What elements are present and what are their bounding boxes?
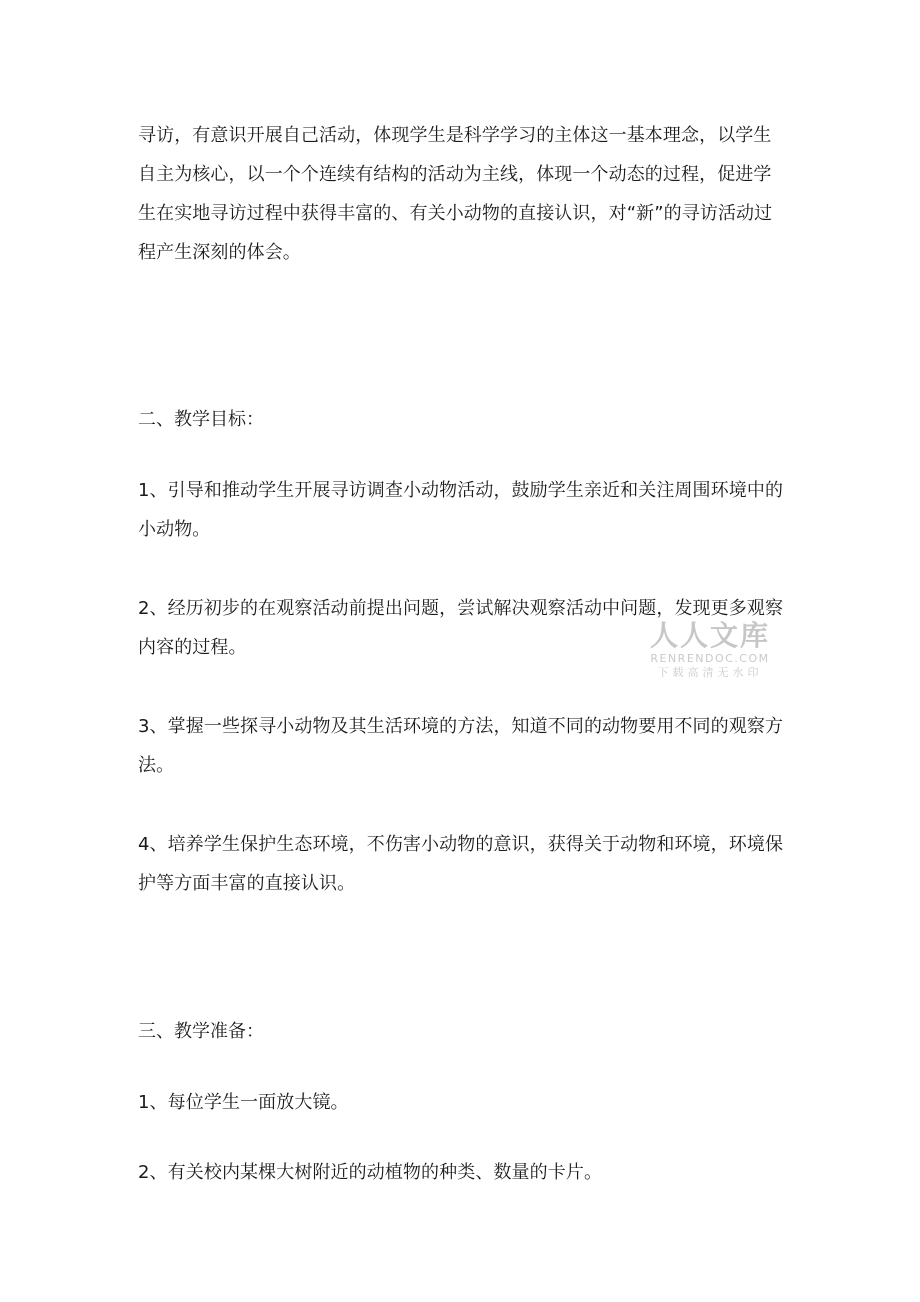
watermark-url: RENRENDOC.COM bbox=[650, 652, 770, 665]
section-heading-teaching-goals: 二、教学目标： bbox=[138, 409, 264, 430]
goal-item-1: 1、引导和推动学生开展寻访调查小动物活动，鼓励学生亲近和关注周围环境中的小动物。 bbox=[138, 480, 784, 540]
prep-item-2: 2、有关校内某棵大树附近的动植物的种类、数量的卡片。 bbox=[138, 1162, 603, 1183]
goal-item-3: 3、掌握一些探寻小动物及其生活环境的方法，知道不同的动物要用不同的观察方法。 bbox=[138, 716, 784, 776]
goal-item-2: 2、经历初步的在观察活动前提出问题，尝试解决观察活动中问题，发现更多观察内容的过程。 bbox=[138, 598, 784, 658]
section-heading-teaching-prep: 三、教学准备： bbox=[138, 1021, 264, 1042]
intro-paragraph: 寻访，有意识开展自己活动，体现学生是科学学习的主体这一基本理念，以学生自主为核心，以一个个连续有结构的活动为主线，体现一个动态的过程，促进学生在实地寻访过程中获得丰富的、有关小动物的直接认识，对“新”的寻访活动过程产生深刻的体会。 bbox=[138, 125, 773, 263]
watermark-subtitle: 下载高清无水印 bbox=[657, 666, 763, 679]
watermark-logo bbox=[640, 620, 780, 688]
watermark-title: 人人文库 bbox=[649, 619, 770, 652]
goal-item-4: 4、培养学生保护生态环境，不伤害小动物的意识，获得关于动物和环境，环境保护等方面丰富的直接认识。 bbox=[138, 834, 784, 894]
prep-item-1: 1、每位学生一面放大镜。 bbox=[138, 1092, 349, 1113]
